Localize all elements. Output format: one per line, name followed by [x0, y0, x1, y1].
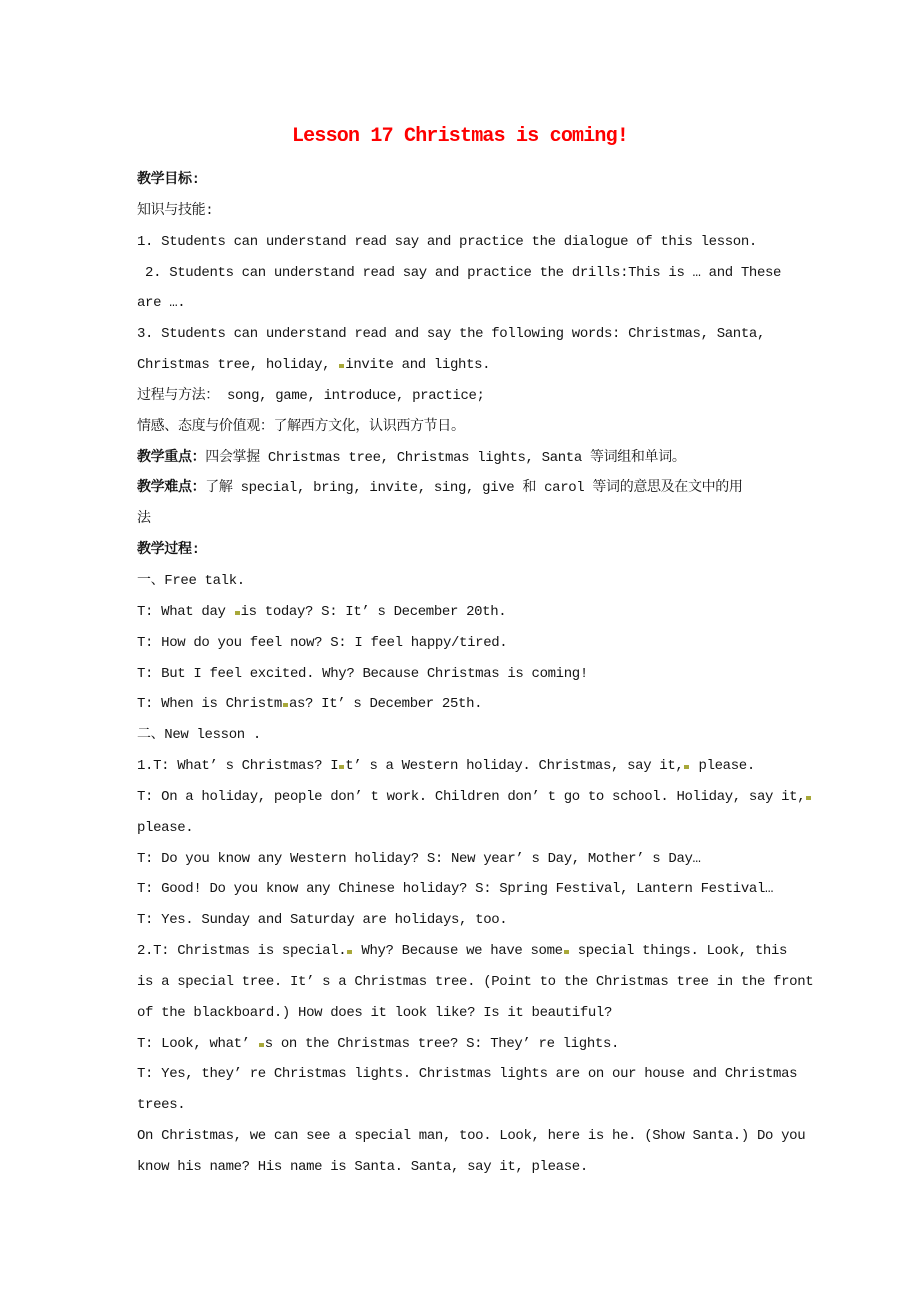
body-text: T: How do you feel now? S: I feel happy/tired. — [137, 634, 508, 651]
body-text: 一、Free talk. — [137, 572, 245, 589]
body-text: is a special tree. It’ s a Christmas tree. (Point to the Christmas tree in the front — [137, 973, 814, 990]
body-text: 1.T: What’ s Christmas? I — [137, 758, 339, 775]
text-line — [137, 597, 900, 628]
heading-text: 教学难点： — [137, 480, 206, 497]
text-line — [137, 751, 900, 782]
proofing-marker-icon — [283, 703, 288, 707]
heading-text: 教学目标: — [137, 172, 200, 188]
text-line — [137, 288, 900, 319]
proofing-marker-icon — [806, 796, 811, 800]
text-line — [137, 319, 900, 350]
body-text: as? It’ s December 25th. — [288, 696, 483, 713]
text-line — [137, 381, 900, 412]
body-text: trees. — [137, 1097, 186, 1114]
proofing-marker-icon — [235, 611, 240, 615]
proofing-marker-icon — [684, 765, 689, 769]
text-line — [137, 1121, 900, 1152]
text-line — [137, 165, 900, 196]
text-line — [137, 720, 900, 751]
body-text: know his name? His name is Santa. Santa, say it, please. — [137, 1159, 588, 1175]
body-text: 1. Students can understand read say and practice the dialogue of this lesson. — [137, 233, 757, 250]
body-text: of the blackboard.) How does it look like? Is it beautiful? — [137, 1004, 613, 1021]
body-text: 了解 special, bring, invite, sing, give 和 carol 等词的意思及在文中的用 — [205, 480, 743, 497]
text-line — [137, 689, 900, 720]
text-line — [137, 1090, 900, 1121]
text-line — [137, 813, 900, 844]
body-text: please. — [690, 758, 755, 775]
text-line — [137, 1029, 900, 1060]
proofing-marker-icon — [339, 765, 344, 769]
text-line — [137, 412, 900, 443]
body-text: 2.T: Christmas is special. — [137, 943, 347, 960]
text-line — [137, 936, 900, 967]
proofing-marker-icon — [564, 950, 569, 954]
heading-text: 教学过程: — [137, 542, 200, 559]
body-text: T: When is Christm — [137, 696, 282, 713]
proofing-marker-icon — [347, 950, 352, 954]
body-text: is today? S: It’ s December 20th. — [240, 603, 507, 620]
body-text: invite and lights. — [345, 357, 491, 374]
text-line — [137, 350, 900, 381]
proofing-marker-icon — [259, 1043, 264, 1047]
body-text: T: On a holiday, people don’ t work. Children don’ t go to school. Holiday, say it, — [137, 788, 806, 805]
text-line — [137, 844, 900, 875]
text-line — [137, 258, 900, 289]
body-text: T: Yes. Sunday and Saturday are holidays, too. — [137, 912, 508, 929]
text-line — [137, 905, 900, 936]
text-line — [137, 535, 900, 566]
body-text: s on the Christmas tree? S: They’ re lights. — [264, 1035, 620, 1052]
text-line — [137, 659, 900, 690]
body-text: T: Look, what’ — [137, 1035, 258, 1052]
text-line — [137, 1059, 900, 1090]
text-line — [137, 443, 900, 474]
text-line — [137, 566, 900, 597]
body-text: 过程与方法： song, game, introduce, practice; — [137, 387, 485, 404]
body-text: 3. Students can understand read and say the following words: Christmas, Santa, — [137, 326, 766, 343]
text-line — [137, 227, 900, 258]
heading-text: 教学重点： — [137, 449, 206, 466]
body-text: Why? Because we have some — [353, 943, 563, 960]
body-text: 四会掌握 Christmas tree, Christmas lights, Santa 等词组和单词。 — [205, 449, 686, 466]
text-line — [137, 473, 900, 504]
body-text: are …. — [137, 295, 186, 312]
body-text: 法 — [137, 511, 151, 528]
body-text: Christmas tree, holiday, — [137, 357, 339, 374]
body-text: T: Good! Do you know any Chinese holiday? S: Spring Festival, Lantern Festival… — [137, 881, 774, 898]
text-line — [137, 998, 900, 1029]
body-text: 2. Students can understand read say and practice the drills:This is … and These — [137, 264, 782, 281]
text-line — [137, 1152, 900, 1183]
text-line — [137, 874, 900, 905]
body-text: 知识与技能: — [137, 202, 214, 219]
body-text: T: Do you know any Western holiday? S: New year’ s Day, Mother’ s Day… — [137, 850, 701, 867]
body-text: 情感、态度与价值观：了解西方文化，认识西方节日。 — [137, 418, 465, 435]
body-text: On Christmas, we can see a special man, too. Look, here is he. (Show Santa.) Do you — [137, 1128, 806, 1145]
text-line — [137, 196, 900, 227]
body-text: t’ s a Western holiday. Christmas, say it, — [345, 758, 684, 775]
text-line — [137, 504, 900, 535]
proofing-marker-icon — [339, 364, 344, 368]
text-line — [137, 628, 900, 659]
body-text: 二、New lesson . — [137, 727, 261, 744]
body-text: special things. Look, this — [569, 943, 788, 960]
document-title: Lesson 17 Christmas is coming! — [291, 125, 629, 148]
body-text: T: Yes, they’ re Christmas lights. Christmas lights are on our house and Christmas — [137, 1066, 798, 1083]
text-line — [137, 967, 900, 998]
document-body — [137, 165, 900, 1183]
body-text: T: But I feel excited. Why? Because Christmas is coming! — [137, 665, 588, 682]
body-text: please. — [137, 819, 194, 836]
text-line — [137, 782, 900, 813]
body-text: T: What day — [137, 603, 234, 620]
